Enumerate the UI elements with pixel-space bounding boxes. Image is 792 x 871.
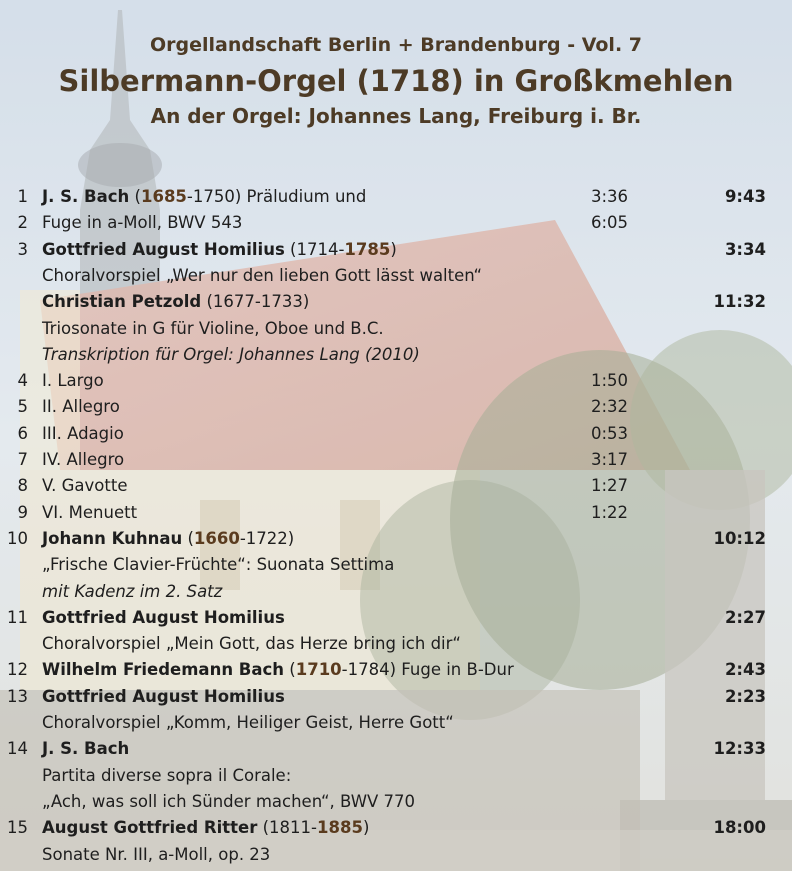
track-line [0, 342, 792, 368]
track-text [42, 815, 369, 841]
track-line [0, 763, 792, 789]
track-line [0, 473, 792, 499]
track-text-part: ) [390, 239, 397, 259]
track-text-part: Partita diverse sopra il Corale: [42, 765, 292, 785]
composer-name: Gottfried August Homilius [42, 686, 285, 706]
track-text-part: -1750) Präludium und [186, 187, 367, 206]
track-line [0, 368, 792, 394]
track-text-part: Choralvorspiel „Komm, Heiliger Geist, Herre Gott“ [42, 713, 454, 732]
track-text [42, 763, 291, 789]
track-text [42, 394, 120, 420]
track-line [0, 789, 792, 815]
track-text-part: -1784) Fuge in B-Dur [341, 660, 514, 680]
track-text-part: (1714- [284, 239, 345, 259]
track-line [0, 684, 792, 710]
composer-name: August Gottfried Ritter [42, 818, 258, 838]
track-text-part: ( [182, 528, 194, 548]
track-duration: 1:27 [591, 476, 629, 496]
track-number: 1 [17, 187, 28, 206]
track-number: 12 [7, 660, 28, 680]
track-text-part: II. Allegro [42, 397, 120, 417]
work-total-duration: 9:43 [724, 187, 766, 206]
track-text-part: IV. Allegro [42, 450, 125, 469]
composer-name: Gottfried August Homilius [42, 239, 285, 259]
track-line [0, 526, 792, 552]
track-text-part: III. Adagio [42, 423, 124, 443]
track-text-part: ( [129, 187, 141, 206]
track-number: 2 [17, 213, 28, 233]
track-text [42, 631, 461, 657]
performer-line: An der Orgel: Johannes Lang, Freiburg i. Br. [150, 104, 642, 128]
track-line [0, 289, 792, 315]
composer-name: J. S. Bach [42, 187, 130, 206]
highlighted-year: 1660 [193, 528, 240, 548]
track-number: 8 [17, 476, 28, 496]
track-duration: 1:50 [591, 371, 629, 391]
track-text-part: VI. Menuett [42, 502, 138, 522]
track-line [0, 184, 792, 210]
work-total-duration: 2:43 [724, 660, 766, 680]
track-number: 9 [17, 502, 28, 522]
composer-name: Johann Kuhnau [42, 528, 183, 548]
track-line [0, 316, 792, 342]
track-number: 11 [7, 607, 28, 627]
track-text-part: V. Gavotte [42, 476, 128, 496]
track-line [0, 421, 792, 447]
track-text-part: -1722) [239, 528, 295, 548]
track-number: 5 [17, 397, 28, 417]
track-text [42, 342, 420, 368]
track-text [42, 368, 104, 394]
track-text [42, 684, 285, 710]
track-text-part: „Frische Clavier-Früchte“: Suonata Settima [42, 555, 395, 575]
track-text [42, 447, 124, 473]
track-line [0, 605, 792, 631]
track-line [0, 552, 792, 578]
work-total-duration: 18:00 [713, 818, 766, 838]
track-number: 3 [17, 239, 28, 259]
track-number: 4 [17, 371, 28, 391]
track-text-part: Fuge in a-Moll, BWV 543 [42, 213, 243, 233]
track-text-part: I. Largo [42, 371, 104, 391]
track-text-part: Triosonate in G für Violine, Oboe und B.C. [42, 318, 384, 338]
track-text-part: „Ach, was soll ich Sünder machen“, BWV 770 [42, 791, 416, 811]
track-text [42, 289, 309, 315]
work-total-duration: 11:32 [713, 292, 766, 312]
track-text-part: mit Kadenz im 2. Satz [42, 581, 223, 601]
track-line [0, 263, 792, 289]
track-text [42, 421, 124, 447]
track-text [42, 736, 129, 762]
track-text-part: Sonate Nr. III, a-Moll, op. 23 [42, 844, 271, 864]
track-text [42, 210, 242, 236]
highlighted-year: 1885 [317, 818, 363, 838]
track-text [42, 579, 222, 605]
highlighted-year: 1685 [140, 187, 187, 206]
track-line [0, 210, 792, 236]
composer-name: Wilhelm Friedemann Bach [42, 660, 285, 680]
track-text [42, 473, 128, 499]
series-title: Orgellandschaft Berlin + Brandenburg - Vol. 7 [149, 34, 642, 56]
composer-name: Gottfried August Homilius [42, 607, 285, 627]
track-text-part: ) [362, 818, 370, 838]
track-line [0, 500, 792, 526]
track-text [42, 263, 482, 289]
track-number: 15 [7, 818, 28, 838]
track-text [42, 842, 270, 868]
work-total-duration: 3:34 [724, 239, 766, 259]
composer-name: J. S. Bach [42, 739, 130, 759]
track-number: 6 [17, 423, 28, 443]
work-total-duration: 2:27 [724, 607, 766, 627]
track-number: 10 [7, 528, 28, 548]
track-text [42, 789, 415, 815]
track-text [42, 316, 384, 342]
track-line [0, 842, 792, 868]
track-line [0, 815, 792, 841]
album-title: Silbermann-Orgel (1718) in Großkmehlen [58, 64, 734, 98]
track-text [42, 500, 137, 526]
track-text [42, 184, 366, 210]
track-duration: 1:22 [591, 502, 629, 522]
track-text [42, 552, 394, 578]
composer-name: Christian Petzold [42, 292, 202, 312]
track-line [0, 736, 792, 762]
track-line [0, 237, 792, 263]
track-line [0, 394, 792, 420]
track-number: 7 [17, 450, 28, 469]
track-text-part: (1811- [257, 818, 318, 838]
track-text-part: Choralvorspiel „Wer nur den lieben Gott lässt walten“ [42, 265, 483, 285]
track-duration: 3:17 [591, 450, 629, 469]
track-line [0, 710, 792, 736]
track-text-part: ( [284, 660, 296, 680]
work-total-duration: 10:12 [713, 528, 766, 548]
track-line [0, 447, 792, 473]
track-text [42, 605, 285, 631]
track-text-part: Transkription für Orgel: Johannes Lang (2010) [42, 344, 420, 364]
track-duration: 3:36 [591, 187, 629, 206]
work-total-duration: 2:23 [724, 686, 766, 706]
track-text [42, 710, 454, 736]
track-line [0, 579, 792, 605]
track-duration: 2:32 [591, 397, 629, 417]
track-number: 14 [7, 739, 28, 759]
track-duration: 6:05 [591, 213, 629, 233]
track-text [42, 526, 294, 552]
track-text-part: Choralvorspiel „Mein Gott, das Herze bring ich dir“ [42, 634, 461, 654]
track-number: 13 [7, 686, 28, 706]
highlighted-year: 1710 [295, 660, 342, 680]
work-total-duration: 12:33 [713, 739, 766, 759]
track-line [0, 657, 792, 683]
track-duration: 0:53 [591, 423, 629, 443]
track-text [42, 237, 397, 263]
track-line [0, 631, 792, 657]
track-text [42, 657, 514, 683]
track-text-part: (1677-1733) [201, 292, 310, 312]
highlighted-year: 1785 [344, 239, 391, 259]
